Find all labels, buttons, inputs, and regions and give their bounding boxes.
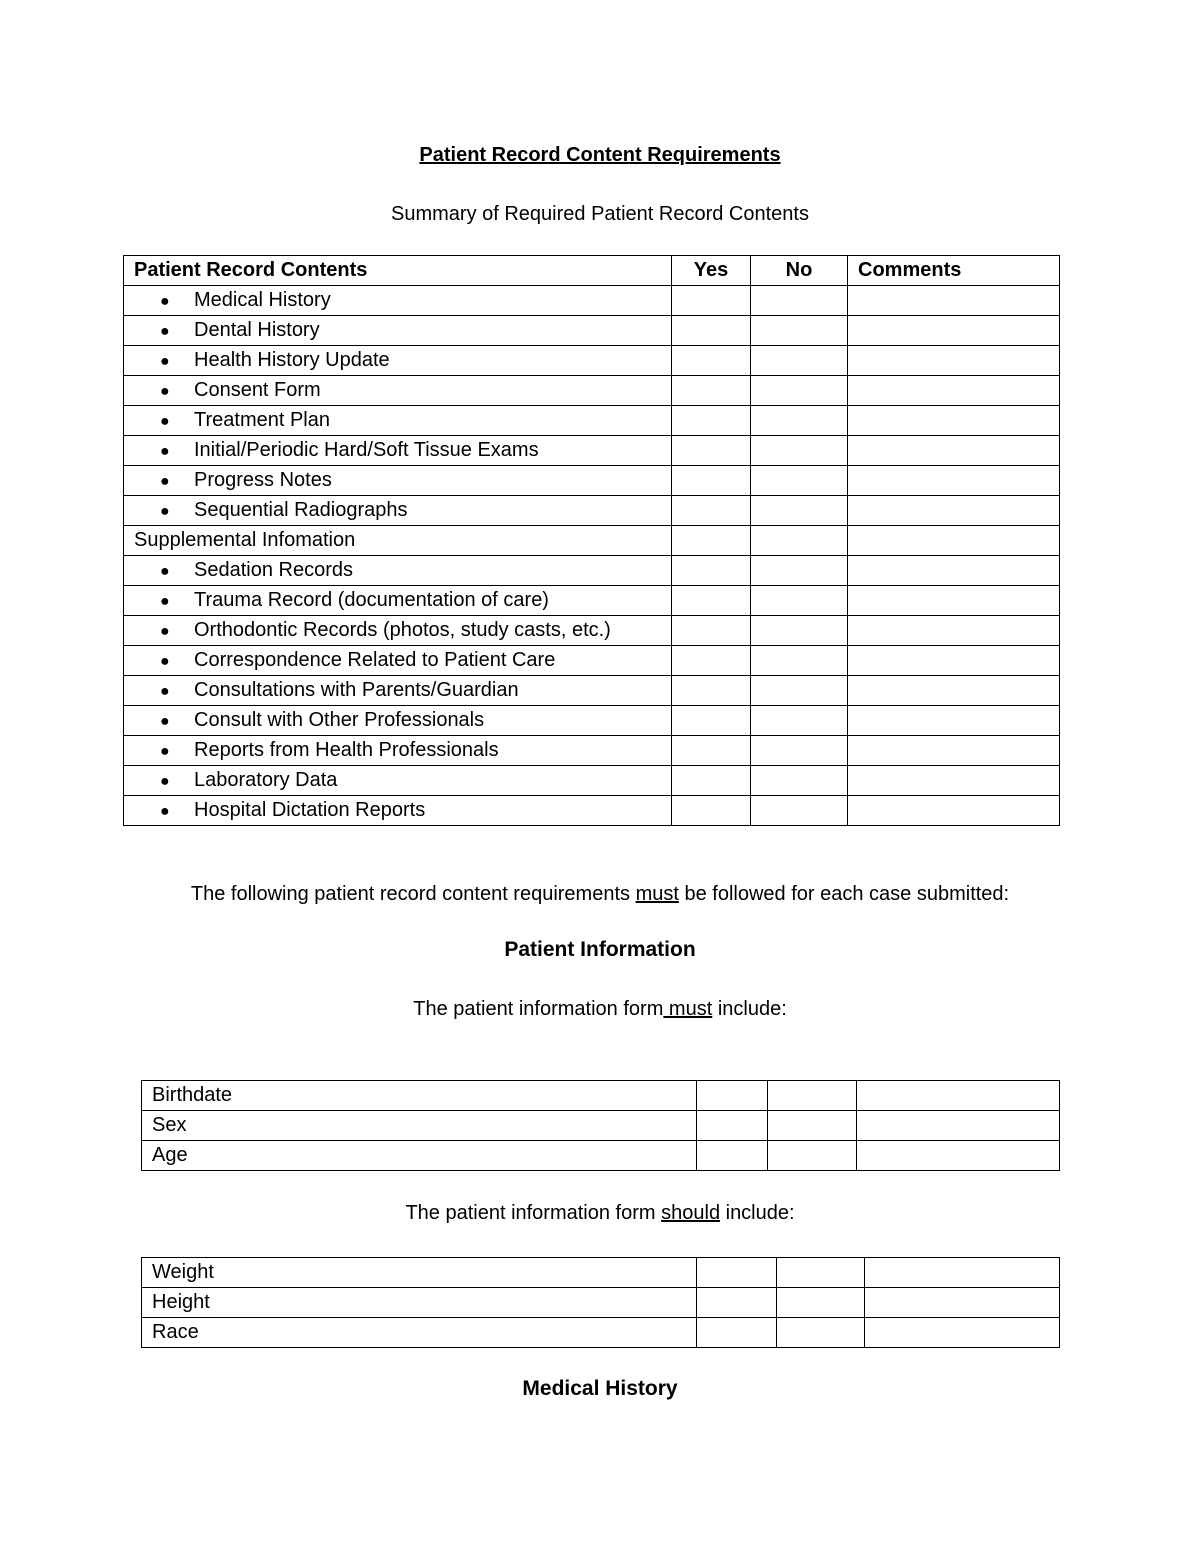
row-label-cell <box>124 616 672 646</box>
row-label: Dental History <box>194 319 320 341</box>
row-label: Health History Update <box>194 349 390 371</box>
must-text-before: The patient information form <box>413 998 664 1020</box>
row-label-cell <box>124 316 672 346</box>
intro-text-before: The following patient record content requirements <box>190 883 636 905</box>
bullet-icon: ● <box>160 353 170 370</box>
should-text-after: include: <box>720 1202 795 1224</box>
row-label: Progress Notes <box>194 469 332 491</box>
comments-cell[interactable] <box>848 496 1060 526</box>
yes-cell[interactable] <box>672 286 751 316</box>
yes-cell[interactable] <box>672 466 751 496</box>
row-label-cell <box>124 766 672 796</box>
table-row <box>124 376 1060 406</box>
bullet-icon: ● <box>160 593 170 610</box>
bullet-icon: ● <box>160 683 170 700</box>
comments-cell[interactable] <box>848 796 1060 826</box>
should-text-before: The patient information form <box>405 1202 662 1224</box>
yes-cell[interactable] <box>672 676 751 706</box>
yes-cell[interactable] <box>697 1111 768 1141</box>
no-cell[interactable] <box>751 556 848 586</box>
row-label: Consult with Other Professionals <box>194 709 485 731</box>
header-comments: Comments <box>848 256 1060 286</box>
summary-table <box>123 255 1060 826</box>
comments-cell[interactable] <box>865 1288 1060 1318</box>
intro-text-after: be followed for each case submitted: <box>678 883 1010 905</box>
bullet-icon: ● <box>160 323 170 340</box>
table-row <box>124 796 1060 826</box>
table-row <box>142 1081 1060 1111</box>
intro-emphasis: must <box>635 883 679 905</box>
bullet-icon: ● <box>160 563 170 580</box>
no-cell[interactable] <box>751 436 848 466</box>
comments-cell[interactable] <box>848 616 1060 646</box>
row-label-cell <box>124 646 672 676</box>
yes-cell[interactable] <box>672 616 751 646</box>
yes-cell[interactable] <box>672 346 751 376</box>
row-label: Hospital Dictation Reports <box>194 799 426 821</box>
row-label: Weight <box>142 1258 697 1288</box>
summary-table-body <box>124 286 1060 826</box>
row-label: Birthdate <box>142 1081 697 1111</box>
bullet-icon: ● <box>160 653 170 670</box>
yes-cell[interactable] <box>672 736 751 766</box>
must-include-table-body <box>142 1081 1060 1171</box>
no-cell[interactable] <box>751 766 848 796</box>
should-include-table-body <box>142 1258 1060 1348</box>
row-label-cell <box>124 346 672 376</box>
no-cell[interactable] <box>751 376 848 406</box>
no-cell[interactable] <box>751 706 848 736</box>
row-label-cell <box>124 526 672 556</box>
yes-cell[interactable] <box>697 1288 777 1318</box>
row-label-cell <box>124 286 672 316</box>
comments-cell[interactable] <box>857 1141 1060 1171</box>
row-label: Reports from Health Professionals <box>194 739 499 761</box>
no-cell[interactable] <box>751 616 848 646</box>
row-label-cell <box>124 586 672 616</box>
row-label-cell <box>124 376 672 406</box>
row-label: Initial/Periodic Hard/Soft Tissue Exams <box>194 439 539 461</box>
row-label-cell <box>124 796 672 826</box>
yes-cell[interactable] <box>672 316 751 346</box>
row-label: Medical History <box>194 289 331 311</box>
comments-cell[interactable] <box>848 376 1060 406</box>
row-label: Laboratory Data <box>194 769 338 791</box>
no-cell[interactable] <box>751 796 848 826</box>
table-row <box>142 1111 1060 1141</box>
bullet-icon: ● <box>160 293 170 310</box>
no-cell[interactable] <box>751 736 848 766</box>
table-row <box>124 616 1060 646</box>
row-label: Consent Form <box>194 379 321 401</box>
table-row <box>124 406 1060 436</box>
row-label: Trauma Record (documentation of care) <box>194 589 549 611</box>
table-row <box>124 646 1060 676</box>
should-include-sentence <box>0 1200 1200 1226</box>
yes-cell[interactable] <box>697 1081 768 1111</box>
comments-cell[interactable] <box>848 526 1060 556</box>
table-row <box>124 496 1060 526</box>
bullet-icon: ● <box>160 773 170 790</box>
must-text-after: include: <box>712 998 787 1020</box>
summary-table-header-row <box>124 256 1060 286</box>
comments-cell[interactable] <box>857 1081 1060 1111</box>
row-label-cell <box>124 736 672 766</box>
table-row <box>124 706 1060 736</box>
no-cell[interactable] <box>768 1081 857 1111</box>
table-row <box>124 676 1060 706</box>
row-label: Height <box>142 1288 697 1318</box>
comments-cell[interactable] <box>865 1318 1060 1348</box>
comments-cell[interactable] <box>848 316 1060 346</box>
no-cell[interactable] <box>751 586 848 616</box>
comments-cell[interactable] <box>848 736 1060 766</box>
bullet-icon: ● <box>160 503 170 520</box>
bullet-icon: ● <box>160 443 170 460</box>
no-cell[interactable] <box>777 1288 865 1318</box>
requirements-intro <box>0 881 1200 907</box>
row-label-cell <box>124 496 672 526</box>
yes-cell[interactable] <box>672 376 751 406</box>
row-label: Treatment Plan <box>194 409 330 431</box>
row-label: Orthodontic Records (photos, study casts, etc.) <box>194 619 611 641</box>
row-label: Sex <box>142 1111 697 1141</box>
table-row <box>124 466 1060 496</box>
comments-cell[interactable] <box>848 676 1060 706</box>
comments-cell[interactable] <box>857 1111 1060 1141</box>
row-label-cell <box>124 466 672 496</box>
comments-cell[interactable] <box>865 1258 1060 1288</box>
row-label: Race <box>142 1318 697 1348</box>
comments-cell[interactable] <box>848 646 1060 676</box>
no-cell[interactable] <box>751 496 848 526</box>
comments-cell[interactable] <box>848 766 1060 796</box>
table-row <box>124 436 1060 466</box>
yes-cell[interactable] <box>672 586 751 616</box>
table-row <box>124 286 1060 316</box>
no-cell[interactable] <box>751 646 848 676</box>
yes-cell[interactable] <box>697 1141 768 1171</box>
yes-cell[interactable] <box>697 1258 777 1288</box>
bullet-icon: ● <box>160 413 170 430</box>
no-cell[interactable] <box>777 1258 865 1288</box>
yes-cell[interactable] <box>672 706 751 736</box>
header-yes: Yes <box>672 256 751 286</box>
no-cell[interactable] <box>751 676 848 706</box>
row-label: Sedation Records <box>194 559 353 581</box>
table-row <box>124 526 1060 556</box>
yes-cell[interactable] <box>672 796 751 826</box>
medical-history-heading: Medical History <box>522 1377 678 1400</box>
yes-cell[interactable] <box>672 556 751 586</box>
comments-cell[interactable] <box>848 346 1060 376</box>
yes-cell[interactable] <box>672 436 751 466</box>
yes-cell[interactable] <box>697 1318 777 1348</box>
yes-cell[interactable] <box>672 406 751 436</box>
table-row <box>124 556 1060 586</box>
bullet-icon: ● <box>160 743 170 760</box>
table-row <box>142 1288 1060 1318</box>
page-subtitle: Summary of Required Patient Record Contents <box>391 203 809 225</box>
row-label-cell <box>124 406 672 436</box>
row-label-cell <box>124 676 672 706</box>
bullet-icon: ● <box>160 803 170 820</box>
comments-cell[interactable] <box>848 466 1060 496</box>
comments-cell[interactable] <box>848 556 1060 586</box>
bullet-icon: ● <box>160 383 170 400</box>
no-cell[interactable] <box>751 286 848 316</box>
no-cell[interactable] <box>768 1141 857 1171</box>
table-row <box>124 736 1060 766</box>
table-row <box>124 586 1060 616</box>
page-title: Patient Record Content Requirements <box>419 144 781 166</box>
row-label: Sequential Radiographs <box>194 499 408 521</box>
row-label-cell <box>124 706 672 736</box>
comments-cell[interactable] <box>848 286 1060 316</box>
must-include-sentence <box>0 996 1200 1022</box>
comments-cell[interactable] <box>848 706 1060 736</box>
comments-cell[interactable] <box>848 406 1060 436</box>
no-cell[interactable] <box>751 526 848 556</box>
table-row <box>124 346 1060 376</box>
table-row <box>142 1258 1060 1288</box>
no-cell[interactable] <box>777 1318 865 1348</box>
must-emphasis: must <box>663 998 713 1020</box>
header-contents: Patient Record Contents <box>124 256 672 286</box>
should-emphasis: should <box>661 1202 721 1224</box>
bullet-icon: ● <box>160 713 170 730</box>
should-include-table <box>141 1257 1060 1348</box>
bullet-icon: ● <box>160 473 170 490</box>
table-row <box>124 316 1060 346</box>
no-cell[interactable] <box>751 346 848 376</box>
yes-cell[interactable] <box>672 766 751 796</box>
yes-cell[interactable] <box>672 496 751 526</box>
yes-cell[interactable] <box>672 526 751 556</box>
row-label: Supplemental Infomation <box>134 529 356 551</box>
no-cell[interactable] <box>751 316 848 346</box>
bullet-icon: ● <box>160 623 170 640</box>
table-row <box>124 766 1060 796</box>
table-row <box>142 1141 1060 1171</box>
patient-information-heading: Patient Information <box>504 938 696 961</box>
header-no: No <box>751 256 848 286</box>
row-label: Correspondence Related to Patient Care <box>194 649 556 671</box>
yes-cell[interactable] <box>672 646 751 676</box>
no-cell[interactable] <box>751 466 848 496</box>
row-label-cell <box>124 556 672 586</box>
row-label: Age <box>142 1141 697 1171</box>
table-row <box>142 1318 1060 1348</box>
comments-cell[interactable] <box>848 586 1060 616</box>
row-label-cell <box>124 436 672 466</box>
row-label: Consultations with Parents/Guardian <box>194 679 519 701</box>
must-include-table <box>141 1080 1060 1171</box>
no-cell[interactable] <box>751 406 848 436</box>
no-cell[interactable] <box>768 1111 857 1141</box>
comments-cell[interactable] <box>848 436 1060 466</box>
